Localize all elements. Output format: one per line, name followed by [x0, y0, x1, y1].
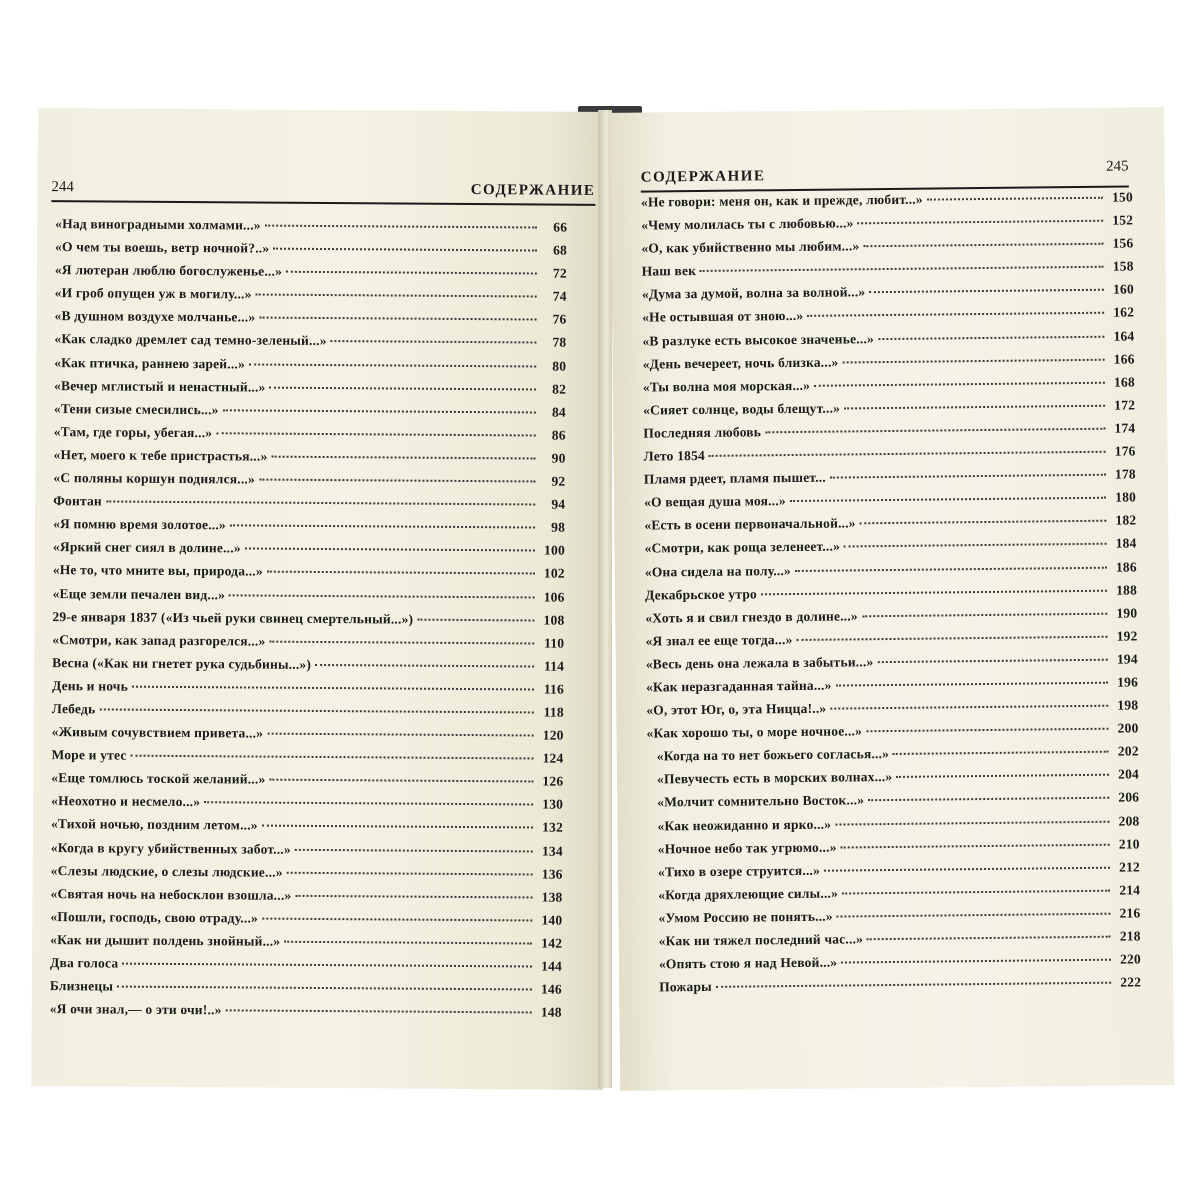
toc-entry-page: 76 — [552, 311, 567, 328]
toc-entry-page: 108 — [543, 612, 565, 628]
toc-entry-page: 184 — [1115, 535, 1137, 552]
toc-entry-page: 208 — [1118, 812, 1140, 829]
toc-entry-title: «Неохотно и несмело...» — [51, 793, 201, 810]
dot-leader — [287, 870, 533, 875]
dot-leader — [273, 247, 537, 252]
dot-leader — [417, 617, 534, 621]
dot-leader — [269, 639, 534, 644]
dot-leader — [716, 981, 1111, 988]
toc-entry-title: Пламя рдеет, пламя пышет... — [643, 469, 826, 487]
dot-leader — [709, 450, 1106, 457]
left-page — [31, 108, 610, 1090]
toc-entry-page: 158 — [1112, 258, 1134, 274]
toc-entry-page: 162 — [1113, 304, 1135, 321]
dot-leader — [204, 801, 533, 806]
toc-entry-title: «Как неожиданно и ярко...» — [657, 816, 832, 833]
toc-entry-page: 140 — [541, 912, 563, 928]
toc-entry-title: «Святая ночь на небосклон взошла...» — [50, 885, 292, 903]
toc-entry-title: Море и утес — [51, 747, 127, 763]
toc-entry-page: 222 — [1120, 974, 1142, 990]
toc-entry-title: «Вечер мглистый и ненастный...» — [54, 377, 266, 395]
toc-entry-title: «Я знал ее еще тогда...» — [645, 631, 793, 649]
dot-leader — [893, 750, 1109, 755]
left-running-head: СОДЕРЖАНИЕ — [470, 182, 596, 199]
toc-entry-title: «Она сидела на полу...» — [644, 562, 792, 580]
toc-entry-page: 218 — [1119, 928, 1141, 944]
toc-entry — [649, 975, 1141, 1003]
left-page-number: 244 — [51, 179, 75, 196]
dot-leader — [271, 455, 535, 460]
toc-entry-title: «Яркий снег сиял в долине...» — [52, 539, 241, 556]
toc-entry-page: 82 — [552, 381, 567, 397]
toc-entry-page: 152 — [1112, 212, 1134, 228]
toc-entry-page: 134 — [541, 843, 563, 859]
dot-leader — [267, 570, 535, 575]
dot-leader — [927, 196, 1103, 201]
toc-entry-title: Декабрьское утро — [644, 585, 758, 603]
toc-entry-page: 202 — [1117, 743, 1139, 759]
toc-entry-title: «Ночное небо так угрюмо...» — [657, 839, 837, 857]
toc-entry-title: «Дума за думой, волна за волной...» — [641, 284, 866, 302]
dot-leader — [844, 404, 1105, 410]
dot-leader — [842, 357, 1104, 363]
toc-entry-page: 210 — [1118, 836, 1140, 852]
toc-entry-title: «День вечереет, ночь близка...» — [642, 354, 839, 372]
dot-leader — [837, 912, 1111, 918]
right-toc-list — [641, 189, 1141, 1002]
toc-entry-page: 176 — [1114, 443, 1136, 459]
dot-leader — [814, 380, 1105, 386]
toc-entry-page: 148 — [540, 1004, 562, 1020]
dot-leader — [877, 658, 1107, 663]
dot-leader — [226, 1009, 532, 1014]
toc-entry-title: «Весь день она лежала в забытьи...» — [645, 654, 874, 672]
toc-entry-page: 144 — [541, 958, 563, 974]
toc-entry-title: «Не остывшая от зною...» — [642, 308, 804, 326]
toc-entry-title: «Молчит сомнительно Восток...» — [657, 792, 865, 810]
toc-entry-page: 168 — [1113, 374, 1135, 390]
dot-leader — [117, 985, 532, 991]
toc-entry-title: Лето 1854 — [643, 447, 706, 464]
toc-entry-page: 114 — [543, 658, 565, 674]
toc-entry-page: 174 — [1114, 420, 1136, 436]
toc-entry-title: «Тени сизые смесились...» — [53, 400, 219, 418]
toc-entry-title: «Как ни дышит полдень знойный...» — [50, 932, 281, 949]
toc-entry-page: 206 — [1118, 789, 1140, 806]
toc-entry-title: «Слезы людские, о слезы людские...» — [50, 862, 283, 880]
dot-leader — [249, 362, 536, 367]
dot-leader — [844, 542, 1107, 548]
toc-entry-title: Наш век — [641, 263, 697, 279]
dot-leader — [223, 408, 536, 413]
toc-entry-title: «Сияет солнце, воды блещут...» — [643, 400, 841, 418]
toc-entry-page: 178 — [1114, 466, 1136, 482]
dot-leader — [790, 496, 1106, 502]
toc-entry-page: 72 — [552, 265, 567, 281]
toc-entry-title: «Смотри, как запад разгорелся...» — [52, 631, 266, 649]
dot-leader — [286, 270, 537, 275]
dot-leader — [878, 334, 1104, 339]
toc-entry-page: 186 — [1115, 558, 1137, 575]
toc-entry-page: 106 — [543, 589, 565, 605]
dot-leader — [284, 940, 532, 945]
toc-entry-page: 198 — [1117, 697, 1139, 713]
toc-entry-page: 142 — [541, 935, 563, 951]
toc-entry-title: Фонтан — [53, 493, 102, 509]
toc-entry-title: «Я очи знал,— о эти очи!..» — [49, 1001, 222, 1018]
toc-entry-page: 204 — [1118, 766, 1140, 782]
toc-entry-title: «О, этот Юг, о, эта Ницца!..» — [646, 700, 827, 718]
toc-entry-page: 156 — [1112, 235, 1134, 251]
toc-entry-title: «С поляны коршун поднялся...» — [53, 470, 256, 487]
toc-entry-title: «И гроб опущен уж в могилу...» — [54, 285, 252, 302]
toc-entry-title: Пожары — [659, 979, 712, 995]
toc-entry-title: «Хоть я и свил гнездо в долине...» — [645, 608, 858, 626]
toc-entry-page: 190 — [1116, 605, 1138, 621]
dot-leader — [99, 707, 533, 713]
dot-leader — [862, 611, 1107, 617]
toc-entry-title: «Не говори: меня он, как и прежде, любит...» — [640, 191, 923, 210]
dot-leader — [765, 427, 1105, 434]
toc-entry-title: «Нет, моего к тебе пристрастья...» — [53, 447, 268, 464]
toc-entry-title: Последняя любовь — [643, 424, 762, 441]
dot-leader — [836, 681, 1109, 687]
toc-entry-page: 188 — [1116, 582, 1138, 598]
toc-entry-title: «Смотри, как роща зеленеет...» — [644, 538, 841, 556]
dot-leader — [869, 288, 1104, 293]
toc-entry-page: 138 — [541, 889, 563, 905]
toc-entry-title: «Когда дряхлеющие силы...» — [658, 885, 839, 903]
toc-entry-page: 160 — [1112, 281, 1134, 298]
dot-leader — [842, 889, 1110, 895]
toc-entry-page: 86 — [551, 427, 566, 443]
toc-entry-title: «Еще томлюсь тоской желаний...» — [51, 770, 266, 787]
dot-leader — [830, 704, 1108, 710]
dot-leader — [863, 242, 1103, 248]
dot-leader — [807, 311, 1104, 317]
dot-leader — [216, 431, 535, 436]
dot-leader — [841, 842, 1110, 848]
dot-leader — [315, 663, 534, 668]
toc-entry-page: 98 — [551, 519, 566, 535]
toc-entry-title: Лебедь — [51, 701, 96, 717]
toc-entry-title: «Чему молилась ты с любовью...» — [641, 215, 854, 233]
toc-entry-title: «В разлуке есть высокое значенье...» — [642, 330, 875, 349]
dot-leader — [230, 524, 535, 529]
toc-entry-page: 132 — [542, 819, 564, 836]
toc-entry-page: 68 — [553, 242, 568, 258]
toc-entry-page: 220 — [1119, 951, 1141, 967]
toc-entry-page: 146 — [540, 981, 562, 997]
right-page-header — [640, 151, 1128, 192]
toc-entry-page: 126 — [542, 773, 564, 789]
toc-entry-page: 212 — [1119, 859, 1141, 875]
dot-leader — [270, 385, 537, 390]
toc-entry-title: «Там, где горы, убегая...» — [53, 423, 213, 441]
dot-leader — [867, 935, 1111, 941]
toc-entry-page: 84 — [551, 404, 566, 420]
toc-entry-title: «Ты волна моя морская...» — [642, 377, 811, 395]
toc-entry-page: 164 — [1113, 327, 1135, 344]
dot-leader — [868, 796, 1109, 802]
dot-leader — [259, 478, 535, 483]
dot-leader — [106, 500, 535, 506]
toc-entry-title: «Над виноградными холмами...» — [55, 216, 261, 233]
dot-leader — [824, 865, 1110, 871]
toc-entry-page: 116 — [543, 681, 565, 697]
toc-entry-page: 194 — [1116, 651, 1138, 667]
dot-leader — [267, 732, 533, 737]
toc-entry-title: Близнецы — [49, 978, 114, 994]
toc-entry-title: «Певучесть есть в морских волнах...» — [656, 769, 893, 787]
toc-entry-title: «Как птичка, раннею зарей...» — [54, 354, 246, 372]
left-page-header — [51, 166, 595, 206]
toc-entry-title: Весна («Как ни гнетет рука судьбины...») — [52, 654, 312, 672]
toc-entry-page: 136 — [541, 866, 563, 882]
dot-leader — [830, 473, 1106, 479]
toc-entry-title: «О чем ты воешь, ветр ночной?..» — [54, 239, 270, 256]
toc-entry-page: 92 — [551, 473, 566, 489]
toc-entry-title: «Тихо в озере струится...» — [657, 862, 821, 880]
toc-entry-page: 150 — [1111, 189, 1134, 205]
toc-entry-page: 78 — [552, 335, 567, 351]
toc-entry-page: 200 — [1117, 720, 1139, 736]
dot-leader — [122, 962, 532, 968]
book-spread — [38, 110, 1164, 1088]
dot-leader — [245, 547, 535, 552]
toc-entry-page: 118 — [543, 704, 564, 720]
toc-entry-title: «Пошли, господь, свою отраду...» — [50, 908, 259, 926]
toc-entry-title: «Как ни тяжел последний час...» — [658, 931, 864, 949]
dot-leader — [860, 519, 1107, 525]
dot-leader — [262, 916, 532, 921]
toc-entry-title: «О вещая душа моя...» — [644, 493, 786, 510]
dot-leader — [259, 316, 536, 321]
toc-entry-title: «Есть в осени первоначальной...» — [644, 515, 856, 533]
book-spine — [598, 110, 612, 1088]
dot-leader — [761, 588, 1107, 595]
dot-leader — [841, 958, 1111, 964]
toc-entry-page: 124 — [542, 750, 564, 766]
toc-entry-page: 166 — [1113, 351, 1135, 367]
toc-entry-page: 66 — [553, 219, 568, 235]
dot-leader — [229, 593, 535, 598]
toc-entry-page: 182 — [1115, 512, 1137, 528]
toc-entry-page: 80 — [552, 358, 567, 374]
toc-entry-page: 214 — [1119, 882, 1141, 898]
dot-leader — [795, 565, 1107, 571]
dot-leader — [295, 847, 533, 852]
toc-entry-page: 180 — [1115, 489, 1137, 505]
toc-entry-page: 130 — [542, 796, 564, 813]
toc-entry-title: «В душном воздухе молчанье...» — [54, 308, 256, 325]
toc-entry-page: 74 — [552, 288, 567, 304]
dot-leader — [262, 824, 533, 829]
toc-entry-page: 102 — [543, 565, 565, 582]
toc-entry-title: «Как сладко дремлет сад темно-зеленый...» — [54, 331, 327, 349]
toc-entry-title: «Как неразгаданная тайна...» — [645, 677, 832, 695]
toc-entry-title: «Опять стою я над Невой...» — [658, 954, 838, 972]
right-page-number: 245 — [1106, 158, 1129, 175]
dot-leader — [858, 219, 1104, 225]
toc-entry-page: 100 — [544, 542, 565, 559]
toc-entry-title: «Я помню время золотое...» — [53, 516, 226, 533]
toc-entry-title: «Тихой ночью, поздним летом...» — [50, 816, 258, 833]
right-running-head: СОДЕРЖАНИЕ — [640, 168, 766, 186]
toc-entry-page: 120 — [542, 727, 564, 743]
dot-leader — [295, 894, 532, 899]
toc-entry-title: «Еще земли печален вид...» — [52, 585, 226, 602]
toc-entry-title: «Я лютеран люблю богослуженье...» — [54, 262, 283, 279]
toc-entry-title: «Когда на то нет божьего согласья...» — [656, 746, 890, 764]
toc-entry-title: 29-е января 1837 («Из чьей руки свинец смертельный...») — [52, 608, 414, 627]
dot-leader — [331, 340, 537, 344]
toc-entry-page: 192 — [1116, 628, 1138, 644]
dot-leader — [700, 265, 1104, 272]
dot-leader — [796, 635, 1107, 641]
toc-entry-page: 110 — [544, 635, 565, 651]
header-rule — [51, 200, 595, 206]
toc-entry-page: 216 — [1119, 905, 1141, 921]
toc-entry-page: 90 — [551, 450, 566, 466]
left-toc-list — [50, 216, 568, 1028]
toc-entry-page: 94 — [551, 496, 566, 512]
toc-entry-page: 172 — [1114, 397, 1136, 413]
dot-leader — [896, 773, 1109, 778]
toc-entry — [50, 1001, 562, 1028]
toc-entry-title: «Как хорошо ты, о море ночное...» — [646, 723, 863, 741]
dot-leader — [269, 778, 533, 783]
toc-entry-title: «Умом Россию не понять...» — [658, 908, 833, 926]
dot-leader — [132, 685, 534, 691]
toc-entry-title: «О, как убийственно мы любим...» — [641, 238, 860, 256]
dot-leader — [835, 819, 1109, 825]
dot-leader — [256, 293, 537, 298]
toc-entry-title: «Живым сочувствием привета...» — [51, 724, 264, 741]
toc-entry-title: «Не то, что мните вы, природа...» — [52, 562, 263, 579]
dot-leader — [265, 224, 537, 229]
toc-entry-title: День и ночь — [51, 677, 129, 694]
toc-entry-page: 196 — [1117, 674, 1139, 690]
toc-entry-title: Два голоса — [49, 955, 119, 971]
dot-leader — [866, 727, 1109, 733]
dot-leader — [131, 754, 534, 760]
toc-entry-title: «Когда в кругу убийственных забот...» — [50, 839, 291, 857]
right-page — [610, 107, 1174, 1091]
